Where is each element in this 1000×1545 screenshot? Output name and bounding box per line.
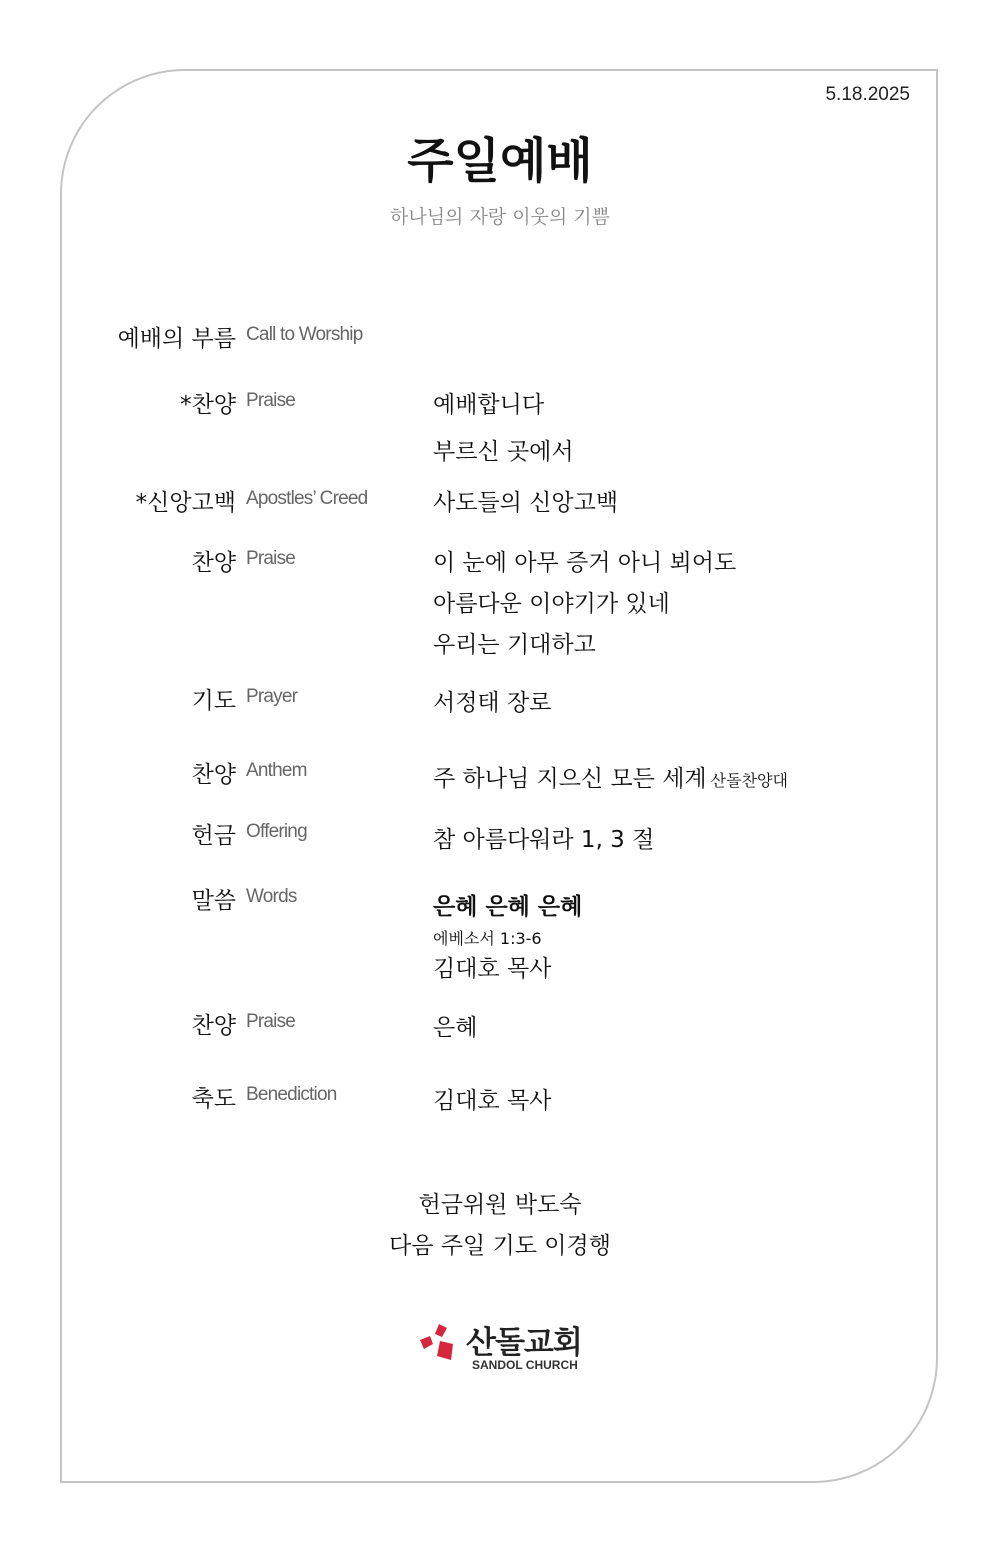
- service-date: 5.18.2025: [825, 84, 910, 105]
- order-english: Benediction: [246, 1084, 337, 1105]
- order-label: 축도: [191, 1086, 236, 1112]
- page-title: 주일예배: [407, 133, 593, 189]
- order-label: 기도: [191, 688, 236, 714]
- order-item: [433, 760, 788, 793]
- order-label: *찬양: [180, 392, 236, 418]
- order-english: Offering: [246, 821, 307, 842]
- order-item: 사도들의 신앙고백: [433, 490, 619, 516]
- order-item: 참 아름다워라 1, 3 절: [433, 827, 655, 853]
- order-english: Words: [246, 886, 297, 907]
- order-item: 은혜: [433, 1015, 478, 1041]
- order-item: 김대호 목사: [433, 1088, 552, 1114]
- order-label: 찬양: [191, 1013, 236, 1039]
- order-english: Apostles’ Creed: [246, 488, 368, 509]
- order-label: 예배의 부름: [117, 326, 236, 352]
- order-english: Anthem: [246, 760, 307, 781]
- next-week-prayer: 다음 주일 기도 이경행: [389, 1233, 611, 1259]
- church-name-ko: 산돌교회: [466, 1325, 582, 1361]
- order-item: 이 눈에 아무 증거 아니 뵈어도: [433, 550, 737, 576]
- order-label: 찬양: [191, 550, 236, 576]
- anthem-title: 주 하나님 지으신 모든 세계: [433, 766, 707, 792]
- order-item: 부르신 곳에서: [433, 439, 574, 465]
- anthem-choir: 산돌찬양대: [710, 771, 788, 790]
- order-english: Praise: [246, 1011, 296, 1032]
- sermon-scripture: 에베소서 1:3-6: [433, 929, 542, 948]
- order-item: 아름다운 이야기가 있네: [433, 591, 670, 617]
- offering-committee: 헌금위원 박도숙: [418, 1192, 582, 1218]
- order-item: 우리는 기대하고: [433, 632, 596, 658]
- order-item: 서정태 장로: [433, 690, 552, 716]
- order-english: Call to Worship: [246, 324, 363, 345]
- sermon-title: 은혜 은혜 은혜: [433, 894, 583, 920]
- order-item: 예배합니다: [433, 392, 545, 418]
- order-english: Prayer: [246, 686, 298, 707]
- church-name-en: SANDOL CHURCH: [472, 1358, 578, 1372]
- order-label: 찬양: [191, 762, 236, 788]
- order-english: Praise: [246, 390, 296, 411]
- order-label: 헌금: [191, 823, 236, 849]
- order-label: 말씀: [191, 888, 236, 914]
- page-subtitle: 하나님의 자랑 이웃의 기쁨: [389, 206, 610, 228]
- church-logo: [418, 1320, 588, 1376]
- sermon-preacher: 김대호 목사: [433, 956, 552, 982]
- order-english: Praise: [246, 548, 296, 569]
- order-label: *신앙고백: [135, 490, 236, 516]
- church-logo-mark-icon: [418, 1322, 458, 1362]
